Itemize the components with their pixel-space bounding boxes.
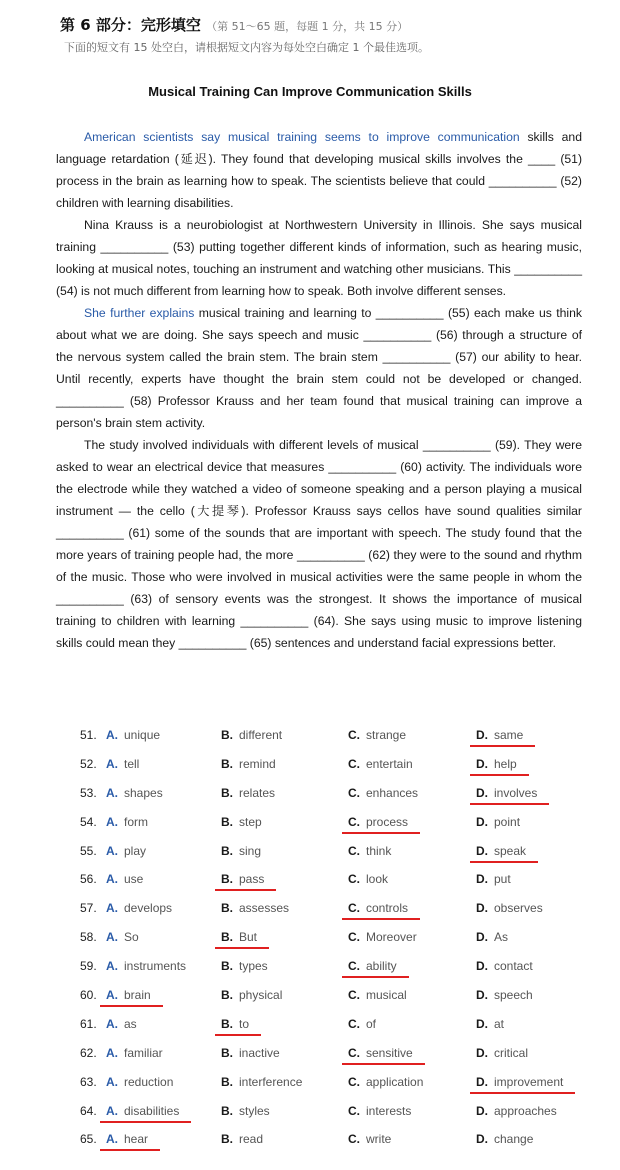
answer-option[interactable]: [221, 988, 282, 1002]
option-letter: B.: [221, 872, 233, 887]
passage-paragraph: [56, 214, 582, 302]
answer-option[interactable]: [221, 728, 282, 742]
option-letter: B.: [221, 988, 233, 1003]
option-text: to: [239, 1016, 250, 1031]
option-letter: D.: [476, 901, 488, 916]
option-text: step: [239, 814, 262, 829]
answer-option[interactable]: [476, 1017, 504, 1031]
answer-underline-mark: [100, 1121, 191, 1123]
option-letter: A.: [106, 1074, 118, 1089]
answer-option[interactable]: [348, 959, 397, 973]
answer-option[interactable]: [106, 757, 139, 771]
question-row: [56, 868, 616, 897]
option-text: sing: [239, 843, 262, 858]
question-row: [56, 984, 616, 1013]
option-letter: C.: [348, 959, 360, 974]
section-header: [60, 14, 600, 55]
answer-option[interactable]: [348, 1132, 391, 1146]
option-text: read: [239, 1132, 264, 1147]
answer-option[interactable]: [476, 786, 537, 800]
option-letter: A.: [106, 959, 118, 974]
option-letter: B.: [221, 1016, 233, 1031]
answer-option[interactable]: [221, 757, 276, 771]
answer-option[interactable]: [476, 872, 511, 886]
option-letter: D.: [476, 1074, 488, 1089]
question-number: 53.: [80, 785, 97, 800]
answer-option[interactable]: [221, 959, 268, 973]
option-letter: B.: [221, 1103, 233, 1118]
option-text: physical: [239, 988, 283, 1003]
option-text: contact: [494, 959, 533, 974]
answer-option[interactable]: [348, 815, 408, 829]
answer-underline-mark: [470, 1092, 575, 1094]
option-text: As: [494, 930, 509, 945]
question-number: 59.: [80, 959, 97, 974]
answer-option[interactable]: [221, 872, 264, 886]
question-number: 58.: [80, 930, 97, 945]
passage-title: Musical Training Can Improve Communication Skills: [148, 84, 472, 99]
answer-option[interactable]: [221, 844, 261, 858]
answer-option[interactable]: [476, 959, 533, 973]
option-text: of: [366, 1016, 377, 1031]
answer-option[interactable]: [221, 1075, 302, 1089]
option-letter: D.: [476, 1016, 488, 1031]
answer-option[interactable]: [221, 815, 262, 829]
answer-option[interactable]: [348, 930, 417, 944]
option-text: look: [366, 872, 389, 887]
option-letter: C.: [348, 814, 360, 829]
answer-underline-mark: [342, 832, 420, 834]
option-letter: D.: [476, 988, 488, 1003]
answer-underline-mark: [342, 918, 420, 920]
option-letter: A.: [106, 1045, 118, 1060]
answer-option[interactable]: [106, 872, 143, 886]
answer-option[interactable]: [476, 815, 520, 829]
option-letter: C.: [348, 988, 360, 1003]
option-text: think: [366, 843, 392, 858]
option-text: put: [494, 872, 511, 887]
option-letter: B.: [221, 1045, 233, 1060]
answer-option[interactable]: [348, 786, 418, 800]
option-letter: D.: [476, 930, 488, 945]
option-letter: B.: [221, 1074, 233, 1089]
option-letter: A.: [106, 814, 118, 829]
option-text: interference: [239, 1074, 303, 1089]
option-letter: A.: [106, 1103, 118, 1118]
option-text: But: [239, 930, 258, 945]
question-number: 61.: [80, 1016, 97, 1031]
option-text: interests: [366, 1103, 412, 1118]
question-row: [56, 753, 616, 782]
option-text: observes: [494, 901, 543, 916]
option-text: play: [124, 843, 147, 858]
answer-underline-mark: [470, 745, 535, 747]
option-letter: C.: [348, 756, 360, 771]
option-text: entertain: [366, 756, 413, 771]
answer-option[interactable]: [221, 930, 257, 944]
option-text: reduction: [124, 1074, 174, 1089]
option-letter: D.: [476, 872, 488, 887]
question-number: 64.: [80, 1103, 97, 1118]
option-letter: A.: [106, 872, 118, 887]
answer-underline-mark: [470, 861, 538, 863]
question-row: [56, 724, 616, 753]
part-title: [60, 14, 600, 35]
answer-option[interactable]: [476, 1104, 557, 1118]
answer-option[interactable]: [106, 1017, 137, 1031]
question-number: 65.: [80, 1132, 97, 1147]
answer-option[interactable]: [476, 1046, 528, 1060]
option-letter: A.: [106, 901, 118, 916]
option-text: hear: [124, 1132, 149, 1147]
option-letter: C.: [348, 728, 360, 742]
option-text: same: [494, 728, 524, 742]
answer-option[interactable]: [476, 988, 533, 1002]
question-number: 62.: [80, 1045, 97, 1060]
option-letter: A.: [106, 1132, 118, 1147]
answer-option[interactable]: [106, 1132, 148, 1146]
question-number: 63.: [80, 1074, 97, 1089]
option-letter: C.: [348, 1016, 360, 1031]
option-text: improvement: [494, 1074, 564, 1089]
answer-option[interactable]: [348, 1104, 411, 1118]
passage: [56, 126, 582, 654]
answer-underline-mark: [100, 1149, 160, 1151]
paragraph-text: The study involved individuals with different levels of musical __________ (59). They were asked to wear an electrical device that measures __________ (60) activity. The individuals wore the electrode while they watched a video of someone speaking and a person playing a musical instrument — the cello (大提琴). Professor Krauss says cellos have sound qualities similar __________ (61) some of the sounds that are important with speech. The study found that the more years of training people had, the more __________ (62) they were to the sound and rhythm of the music. Those who were involved in musical activities were the same people in whom the __________ (63) of sensory events was the strongest. It shows the importance of musical training to children with learning __________ (64). She says using music to improve listening skills could mean they __________ (65) sentences and understand facial expressions better.: [56, 438, 582, 650]
option-text: familiar: [124, 1045, 163, 1060]
option-text: inactive: [239, 1045, 280, 1060]
answer-option[interactable]: [348, 1075, 423, 1089]
passage-paragraph: [56, 126, 582, 214]
option-text: different: [239, 728, 283, 742]
option-letter: C.: [348, 901, 360, 916]
answer-option[interactable]: [476, 844, 526, 858]
question-row: [56, 782, 616, 811]
option-text: sensitive: [366, 1045, 413, 1060]
option-text: disabilities: [124, 1103, 180, 1118]
answer-option[interactable]: [106, 844, 146, 858]
option-letter: B.: [221, 785, 233, 800]
answer-underline-mark: [215, 947, 269, 949]
question-row: [56, 811, 616, 840]
answer-underline-mark: [342, 976, 409, 978]
option-text: shapes: [124, 785, 163, 800]
option-letter: C.: [348, 1074, 360, 1089]
option-letter: A.: [106, 728, 118, 742]
option-text: at: [494, 1016, 505, 1031]
option-letter: D.: [476, 1045, 488, 1060]
question-number: 52.: [80, 756, 97, 771]
answer-option[interactable]: [221, 1046, 280, 1060]
option-text: change: [494, 1132, 534, 1147]
option-letter: B.: [221, 728, 233, 742]
question-row: [56, 926, 616, 955]
option-letter: D.: [476, 1103, 488, 1118]
option-letter: B.: [221, 901, 233, 916]
question-row: [56, 955, 616, 984]
option-text: controls: [366, 901, 409, 916]
option-letter: D.: [476, 1132, 488, 1147]
option-letter: C.: [348, 1045, 360, 1060]
option-letter: C.: [348, 1132, 360, 1147]
answer-underline-mark: [215, 1034, 261, 1036]
question-number: 56.: [80, 872, 97, 887]
answer-option[interactable]: [348, 757, 413, 771]
option-text: speak: [494, 843, 527, 858]
question-number: 55.: [80, 843, 97, 858]
option-text: musical: [366, 988, 407, 1003]
option-text: point: [494, 814, 521, 829]
option-text: help: [494, 756, 517, 771]
part-note: （第 51～65 题，每题 1 分，共 15 分）: [206, 20, 409, 33]
answer-option[interactable]: [106, 1104, 179, 1118]
answer-option[interactable]: [476, 1075, 563, 1089]
option-text: remind: [239, 756, 276, 771]
answer-option[interactable]: [106, 728, 160, 742]
question-row: [56, 840, 616, 869]
answer-option[interactable]: [476, 757, 517, 771]
answer-option[interactable]: [348, 1017, 376, 1031]
option-letter: A.: [106, 1016, 118, 1031]
passage-paragraph: [56, 434, 582, 654]
option-letter: D.: [476, 785, 488, 800]
answer-option[interactable]: [221, 1017, 249, 1031]
option-text: Moreover: [366, 930, 417, 945]
answer-option[interactable]: [106, 901, 172, 915]
option-letter: B.: [221, 843, 233, 858]
option-text: involves: [494, 785, 538, 800]
answer-option[interactable]: [221, 1104, 270, 1118]
option-letter: A.: [106, 843, 118, 858]
answer-option[interactable]: [106, 988, 151, 1002]
question-number: 60.: [80, 988, 97, 1003]
answer-option[interactable]: [348, 872, 388, 886]
section-instruction: 下面的短文有 15 处空白，请根据短文内容为每处空白确定 1 个最佳选项。: [64, 41, 429, 54]
option-text: form: [124, 814, 148, 829]
option-text: critical: [494, 1045, 529, 1060]
option-text: brain: [124, 988, 151, 1003]
question-row: [56, 897, 616, 926]
option-text: relates: [239, 785, 276, 800]
question-row: [56, 1071, 616, 1100]
option-letter: C.: [348, 872, 360, 887]
question-number: 57.: [80, 901, 97, 916]
option-letter: B.: [221, 756, 233, 771]
option-letter: D.: [476, 959, 488, 974]
answer-option[interactable]: [476, 901, 543, 915]
option-text: So: [124, 930, 139, 945]
question-number: 54.: [80, 814, 97, 829]
answer-option[interactable]: [221, 1132, 263, 1146]
highlighted-text: She further explains: [84, 306, 195, 320]
answer-underline-mark: [470, 803, 549, 805]
option-text: enhances: [366, 785, 419, 800]
option-text: tell: [124, 756, 140, 771]
highlighted-text: American scientists say musical training seems to improve communication: [84, 130, 520, 144]
answer-option[interactable]: [106, 930, 139, 944]
answer-option[interactable]: [476, 930, 508, 944]
option-letter: D.: [476, 843, 488, 858]
option-letter: B.: [221, 959, 233, 974]
option-text: application: [366, 1074, 424, 1089]
answer-option[interactable]: [106, 1075, 173, 1089]
answer-underline-mark: [215, 889, 276, 891]
option-text: process: [366, 814, 409, 829]
question-row: [56, 1100, 616, 1129]
option-letter: D.: [476, 814, 488, 829]
answer-option[interactable]: [106, 959, 186, 973]
option-letter: B.: [221, 814, 233, 829]
option-text: use: [124, 872, 144, 887]
option-letter: A.: [106, 756, 118, 771]
answer-option[interactable]: [106, 815, 148, 829]
question-number: 51.: [80, 728, 97, 742]
answer-option[interactable]: [106, 786, 163, 800]
question-row: [56, 1013, 616, 1042]
option-letter: A.: [106, 785, 118, 800]
option-letter: C.: [348, 1103, 360, 1118]
option-letter: D.: [476, 728, 488, 742]
option-letter: C.: [348, 843, 360, 858]
option-text: approaches: [494, 1103, 557, 1118]
option-letter: A.: [106, 988, 118, 1003]
option-text: write: [366, 1132, 392, 1147]
option-text: ability: [366, 959, 397, 974]
option-letter: B.: [221, 1132, 233, 1147]
option-text: strange: [366, 728, 407, 742]
question-row: [56, 1128, 616, 1157]
option-letter: A.: [106, 930, 118, 945]
option-text: unique: [124, 728, 161, 742]
question-row: [56, 1042, 616, 1071]
answer-option[interactable]: [476, 728, 523, 742]
answer-underline-mark: [100, 1005, 163, 1007]
paragraph-text: skills and language retardation (延迟). They found that developing musical skills involves the ____ (51) process in the brain as learning how to speak. The scientists believe that could __________ (52) children with learning disabilities.: [56, 130, 582, 210]
paragraph-text: musical training and learning to __________ (55) each make us think about what we are doing. She says speech and music __________ (56) through a structure of the nervous system called the brain stem. The brain stem __________ (57) our ability to hear. Until recently, experts have thought the brain stem could not be developed or changed. __________ (58) Professor Krauss and her team found that musical training can improve a person's brain stem activity.: [56, 306, 582, 430]
answer-underline-mark: [342, 1063, 425, 1065]
option-text: as: [124, 1016, 137, 1031]
answer-option[interactable]: [348, 1046, 413, 1060]
option-text: develops: [124, 901, 173, 916]
answer-option[interactable]: [348, 988, 407, 1002]
option-text: types: [239, 959, 268, 974]
answer-option[interactable]: [348, 901, 408, 915]
option-letter: C.: [348, 785, 360, 800]
option-text: instruments: [124, 959, 187, 974]
answer-options: [56, 724, 616, 1157]
answer-option[interactable]: [348, 844, 391, 858]
option-letter: C.: [348, 930, 360, 945]
option-letter: D.: [476, 756, 488, 771]
part-label: 第 6 部分：完形填空: [60, 16, 201, 34]
answer-option[interactable]: [476, 1132, 533, 1146]
option-text: styles: [239, 1103, 270, 1118]
answer-option[interactable]: [106, 1046, 163, 1060]
answer-option[interactable]: [348, 728, 406, 742]
paragraph-text: Nina Krauss is a neurobiologist at Northwestern University in Illinois. She says musical training __________ (53) putting together different kinds of information, such as hearing music, looking at musical notes, touching an instrument and watching other musicians. This __________ (54) is not much different from learning how to speak. Both involve different senses.: [56, 218, 582, 298]
option-text: speech: [494, 988, 533, 1003]
option-text: assesses: [239, 901, 290, 916]
answer-underline-mark: [470, 774, 529, 776]
passage-paragraph: [56, 302, 582, 434]
option-text: pass: [239, 872, 265, 887]
answer-option[interactable]: [221, 786, 275, 800]
answer-option[interactable]: [221, 901, 289, 915]
option-letter: B.: [221, 930, 233, 945]
